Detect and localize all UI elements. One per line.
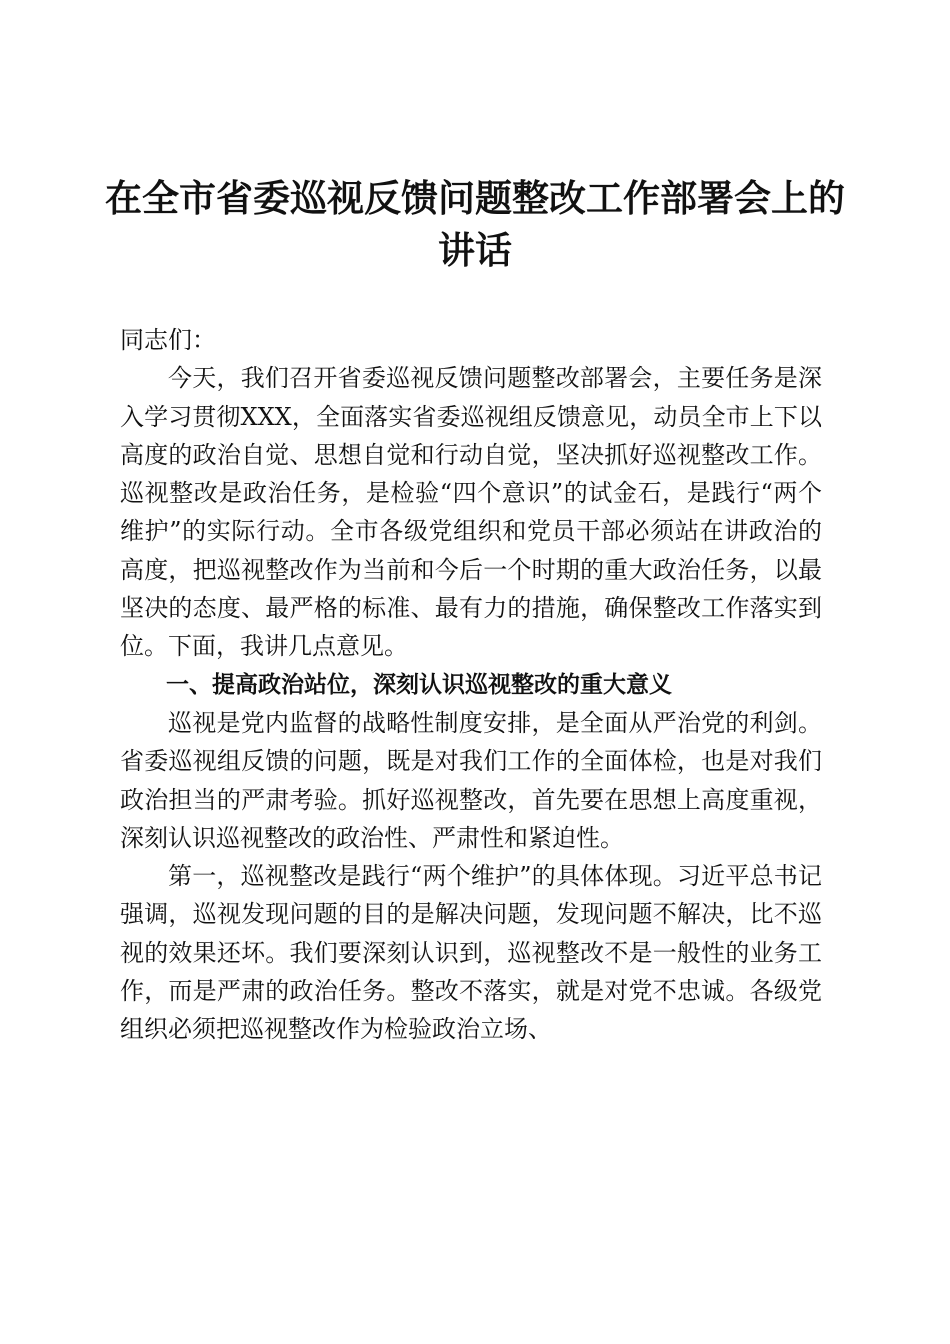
paragraph-point-1: 第一，巡视整改是践行“两个维护”的具体体现。习近平总书记强调，巡视发现问题的目的是解决问题，发现问题不解决，比不巡视的效果还坏。我们要深刻认识到，巡视整改不是一般性的业务工作，而是严肃的政治任务。整改不落实，就是对党不忠诚。各级党组织必须把巡视整改作为检验政治立场、 [120, 862, 822, 1044]
paragraph-section-1: 巡视是党内监督的战略性制度安排，是全面从严治党的利剑。省委巡视组反馈的问题，既是对我们工作的全面体检，也是对我们政治担当的严肃考验。抓好巡视整改，首先要在思想上高度重视，深刻认识巡视整改的政治性、严肃性和紧迫性。 [120, 708, 822, 852]
paragraph-intro: 今天，我们召开省委巡视反馈问题整改部署会，主要任务是深入学习贯彻XXX，全面落实省委巡视组反馈意见，动员全市上下以高度的政治自觉、思想自觉和行动自觉，坚决抓好巡视整改工作。巡视整改是政治任务，是检验“四个意识”的试金石，是践行“两个维护”的实际行动。全市各级党组织和党员干部必须站在讲政治的高度，把巡视整改作为当前和今后一个时期的重大政治任务，以最坚决的态度、最严格的标准、最有力的措施，确保整改工作落实到位。下面，我讲几点意见。 [120, 364, 822, 661]
salutation: 同志们： [120, 326, 216, 354]
document-body [120, 321, 822, 1049]
section-heading-1: 一、提高政治站位，深刻认识巡视整改的重大意义 [166, 671, 672, 698]
document-title: 在全市省委巡视反馈问题整改工作部署会上的讲话 [105, 176, 845, 272]
